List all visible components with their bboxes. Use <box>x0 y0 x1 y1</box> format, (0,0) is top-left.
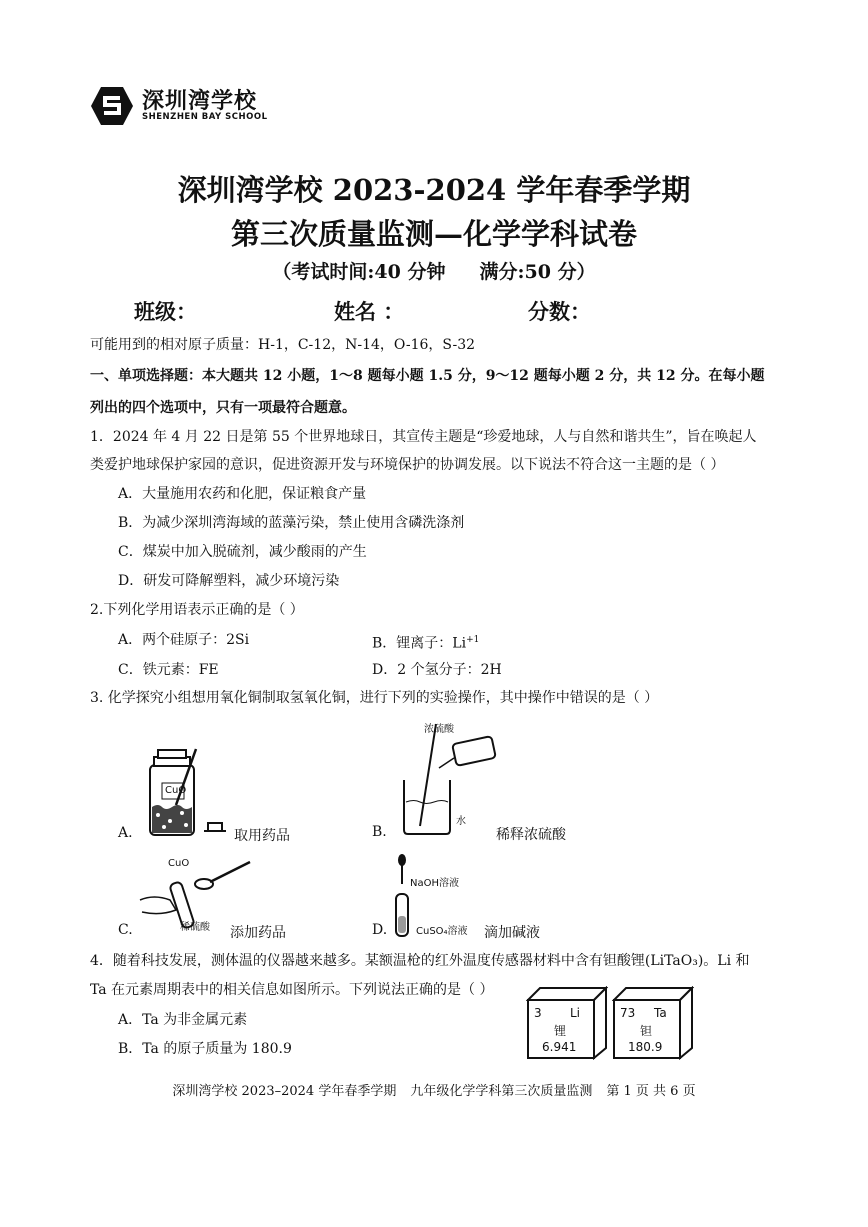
q3-a-bottle-label: CuO <box>165 785 187 796</box>
q1-stem-line1: 1．2024 年 4 月 22 日是第 55 个世界地球日，其宣传主题是“珍爱地球，人与自然和谐共生”，旨在唤起人 <box>90 429 757 445</box>
ta-atomic-mass: 180.9 <box>628 1040 663 1054</box>
footer-page-number: 第 1 页 共 6 页 <box>606 1084 696 1099</box>
q4-stem-line1: 4．随着科技发展，测体温的仪器越来越多。某额温枪的红外温度传感器材料中含有钽酸锂(LiTaO₃)。Li 和 <box>90 953 750 969</box>
li-atomic-mass: 6.941 <box>542 1040 577 1054</box>
q3-b-label: 稀释浓硫酸 <box>496 827 566 843</box>
q2-option-c: C．铁元素：FE <box>118 662 219 678</box>
q2-stem: 2.下列化学用语表示正确的是（ ） <box>90 602 304 618</box>
q3-b-acid-label: 浓硫酸 <box>424 724 454 735</box>
q1-option-b: B．为减少深圳湾海域的蓝藻污染，禁止使用含磷洗涤剂 <box>118 515 465 531</box>
q3-figure-a <box>118 745 318 845</box>
q3-d-letter: D. <box>372 922 388 938</box>
q3-c-letter: C. <box>118 922 133 938</box>
q3-d-label: 滴加碱液 <box>484 925 540 941</box>
q2-option-b-charge: +1 <box>466 635 480 645</box>
q2-option-a: A．两个硅原子：2Si <box>118 632 250 648</box>
q3-stem: 3. 化学探究小组想用氧化铜制取氢氧化铜，进行下列的实验操作，其中操作中错误的是（ ） <box>90 690 659 706</box>
ta-atomic-number: 73 <box>620 1006 636 1020</box>
ta-symbol: Ta <box>654 1006 667 1020</box>
exam-title-line2: 第三次质量监测—化学学科试卷 <box>230 217 637 251</box>
q3-c-acid-label: 稀硫酸 <box>180 922 210 933</box>
element-tile-ta <box>612 986 694 1060</box>
q4-option-a: A．Ta 为非金属元素 <box>118 1012 248 1028</box>
q3-b-letter: B. <box>372 824 387 840</box>
q3-a-letter: A. <box>118 825 133 841</box>
q3-c-cuo-label: CuO <box>168 858 190 869</box>
q3-figure-c <box>118 852 338 940</box>
q1-option-d: D．研发可降解塑料，减少环境污染 <box>118 573 340 589</box>
q3-figure-b <box>372 718 592 843</box>
q4-stem-line2: Ta 在元素周期表中的相关信息如图所示。下列说法正确的是（ ） <box>90 982 494 998</box>
q4-option-b: B．Ta 的原子质量为 180.9 <box>118 1041 292 1057</box>
exam-full-score: 满分:50 分） <box>479 261 596 283</box>
element-tile-li <box>526 986 608 1060</box>
q2-option-b-text: B．锂离子：Li <box>372 635 467 652</box>
name-field-label: 姓名 ： <box>334 299 405 324</box>
q3-b-water-label: 水 <box>456 816 466 827</box>
reagent-bottle-icon <box>136 745 246 840</box>
class-field-label: 班级： <box>134 299 197 324</box>
q1-option-c: C．煤炭中加入脱硫剂，减少酸雨的产生 <box>118 544 367 560</box>
ta-name: 钽 <box>640 1024 653 1038</box>
section1-instructions-line1: 一、单项选择题：本大题共 12 小题，1～8 题每小题 1.5 分，9～12 题每小题 2 分，共 12 分。在每小题 <box>90 368 765 384</box>
score-field-label: 分数： <box>528 299 591 324</box>
q3-c-label: 添加药品 <box>230 925 286 941</box>
q2-option-d: D．2 个氢分子：2H <box>372 662 502 678</box>
q3-a-label: 取用药品 <box>234 828 290 844</box>
li-name: 锂 <box>554 1024 567 1038</box>
page-footer <box>0 1080 868 1099</box>
section1-instructions-line2: 列出的四个选项中，只有一项最符合题意。 <box>90 400 356 416</box>
school-logo-icon <box>90 86 134 126</box>
logo-chinese-name: 深圳湾学校 <box>142 89 258 114</box>
q2-option-b <box>372 630 479 654</box>
logo-english-name: SHENZHEN BAY SCHOOL <box>142 112 268 122</box>
atomic-masses: 可能用到的相对原子质量：H-1，C-12，N-14，O-16，S-32 <box>90 337 476 353</box>
footer-subject: 九年级化学学科第三次质量监测 <box>410 1084 593 1099</box>
exam-time: （考试时间:40 分钟 <box>272 261 446 283</box>
footer-school: 深圳湾学校 2023–2024 学年春季学期 <box>172 1084 397 1099</box>
q3-d-naoh-label: NaOH溶液 <box>410 878 459 889</box>
li-atomic-number: 3 <box>534 1006 542 1020</box>
q3-d-cuso4-label: CuSO₄溶液 <box>416 926 468 937</box>
exam-title-line1: 深圳湾学校 2023-2024 学年春季学期 <box>177 173 691 207</box>
q1-option-a: A．大量施用农药和化肥，保证粮食产量 <box>118 486 367 502</box>
school-logo <box>90 84 290 128</box>
q1-stem-line2: 类爱护地球保护家园的意识，促进资源开发与环境保护的协调发展。以下说法不符合这一主题的是（ ） <box>90 457 725 473</box>
beaker-pouring-icon <box>394 718 514 838</box>
exam-time-score <box>0 257 868 284</box>
li-symbol: Li <box>570 1006 581 1020</box>
q3-figure-d <box>372 852 592 940</box>
